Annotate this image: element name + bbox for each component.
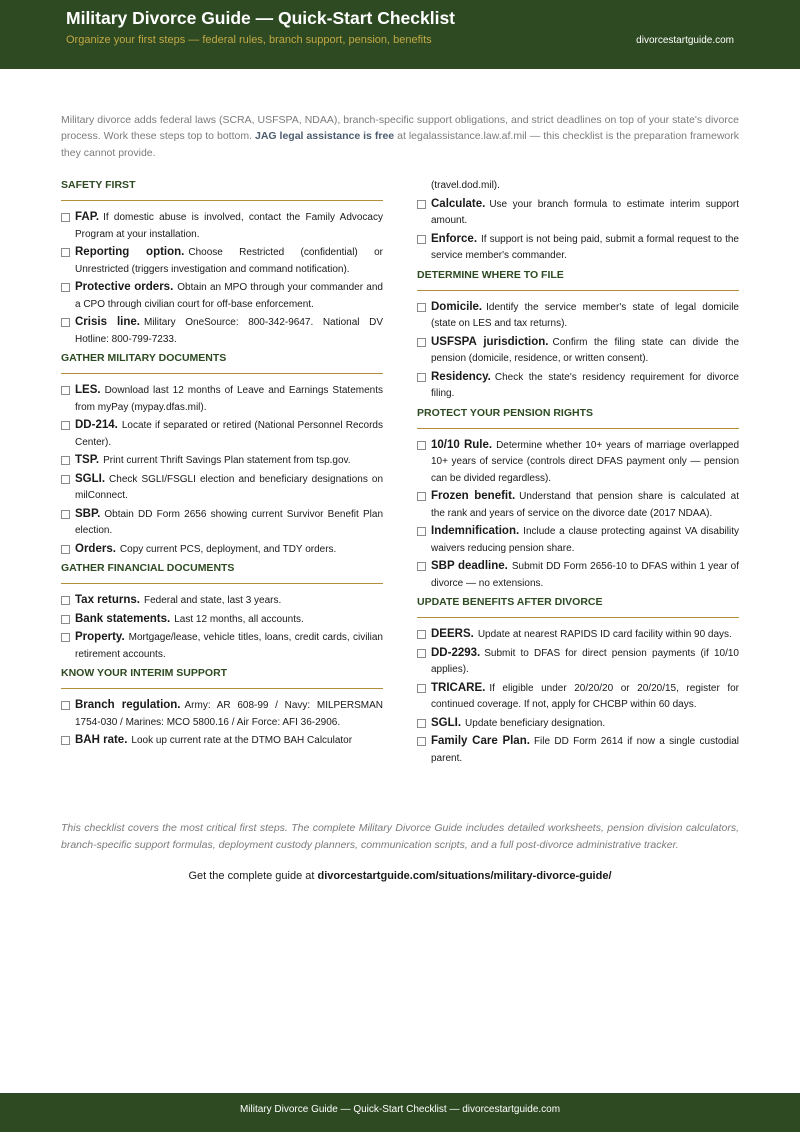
checklist-item xyxy=(417,488,739,522)
item-text: Copy current PCS, deployment, and TDY orders. xyxy=(119,543,337,555)
item-label: BAH rate. xyxy=(75,734,128,746)
checklist-item xyxy=(61,452,383,470)
item-label: Enforce. xyxy=(431,232,478,245)
item-label: SBP deadline. xyxy=(431,560,508,572)
item-label: FAP. xyxy=(75,211,100,223)
section-benefits-list xyxy=(417,626,739,767)
item-label: 10/10 Rule. xyxy=(431,438,493,451)
checkbox[interactable] xyxy=(61,386,70,395)
checkbox[interactable] xyxy=(61,545,70,554)
checklist-item xyxy=(61,417,383,451)
item-label: TSP. xyxy=(75,454,100,466)
item-text: Submit to DFAS for direct pension payments (if 10/10 applies). xyxy=(431,647,739,675)
item-text: Choose Restricted (confidential) or Unrestricted (triggers investigation and command notification). xyxy=(75,247,383,275)
checklist-item xyxy=(61,697,383,731)
checkbox[interactable] xyxy=(61,248,70,257)
item-text: Understand that pension share is calculated at the rank and years of service on the divorce date (2017 NDAA). xyxy=(431,491,740,519)
intro-text-a: Military divorce adds federal laws (SCRA, USFSPA, NDAA), branch-specific support obligations, and strict deadlines on top of your state's divorce process. Work these steps top to bottom. xyxy=(61,114,739,143)
checkbox[interactable] xyxy=(417,441,426,450)
checkbox[interactable] xyxy=(61,615,70,624)
checkbox[interactable] xyxy=(61,456,70,465)
section-title-safety: SAFETY FIRST xyxy=(61,179,383,201)
checkbox[interactable] xyxy=(417,562,426,571)
section-financial-docs-list xyxy=(61,592,383,663)
checklist-item xyxy=(61,471,383,505)
checklist-item xyxy=(417,558,739,592)
item-label: LES. xyxy=(75,384,101,396)
item-label: Domicile. xyxy=(431,300,483,313)
checkbox[interactable] xyxy=(417,235,426,244)
checkbox[interactable] xyxy=(417,684,426,693)
item-text: Federal and state, last 3 years. xyxy=(143,595,282,606)
item-label: DEERS. xyxy=(431,628,474,640)
checklist-item xyxy=(417,369,739,403)
checkbox[interactable] xyxy=(417,737,426,746)
checklist-item xyxy=(417,437,739,488)
site-url[interactable]: divorcestartguide.com xyxy=(636,35,734,46)
item-text: Locate if separated or retired (National Personnel Records Center). xyxy=(75,420,383,448)
item-text: If support is not being paid, submit a formal request to the service member's commander. xyxy=(431,233,739,261)
checklist-item xyxy=(61,279,383,313)
section-military-docs-list xyxy=(61,382,383,558)
checklist-item xyxy=(417,680,739,714)
interim-continuation: (travel.dod.mil). xyxy=(431,180,500,191)
item-text: Identify the service member's state of legal domicile (state on LES and tax returns). xyxy=(431,301,739,329)
section-title-benefits: UPDATE BENEFITS AFTER DIVORCE xyxy=(417,596,739,618)
checklist-item xyxy=(417,715,739,733)
item-text: Check the state's residency requirement for divorce filing. xyxy=(431,371,739,399)
item-label: Family Care Plan. xyxy=(431,735,530,747)
item-text: Last 12 months, all accounts. xyxy=(174,613,304,625)
checkbox[interactable] xyxy=(417,303,426,312)
item-text: Use your branch formula to estimate interim support amount. xyxy=(431,198,739,226)
section-interim-list-cont xyxy=(417,196,739,265)
item-text: Determine whether 10+ years of marriage overlapped 10+ years of service (controls direct DFAS payment only — pension can be divided regardless). xyxy=(431,439,740,484)
checklist-item xyxy=(417,645,739,679)
item-label: Residency. xyxy=(431,370,491,383)
checklist-item xyxy=(417,523,739,557)
page-footer xyxy=(0,1093,800,1132)
intro-text-b: at legalassistance.law.af.mil — this checklist is the preparation framework they cannot provide. xyxy=(61,130,739,159)
page-header xyxy=(0,0,800,69)
checklist-item xyxy=(61,506,383,540)
item-label: TRICARE. xyxy=(431,681,486,694)
checkbox[interactable] xyxy=(61,701,70,710)
section-pension-list xyxy=(417,437,739,593)
checklist-item xyxy=(417,299,739,333)
checkbox[interactable] xyxy=(417,492,426,501)
item-label: USFSPA jurisdiction. xyxy=(431,335,549,348)
item-label: Reporting option. xyxy=(75,246,185,258)
item-label: SGLI. xyxy=(75,472,106,485)
item-label: Tax returns. xyxy=(75,594,140,606)
item-label: Property. xyxy=(75,631,125,643)
item-label: Frozen benefit. xyxy=(431,490,516,502)
section-safety-list xyxy=(61,209,383,348)
checklist-item xyxy=(417,334,739,368)
item-text: If domestic abuse is involved, contact the Family Advocacy Program at your installation. xyxy=(75,212,383,240)
checklist-item xyxy=(61,592,383,610)
item-text: If eligible under 20/20/20 or 20/20/15, register for continued coverage. If not, apply for CHCBP within 60 days. xyxy=(431,682,739,710)
cta-link[interactable]: divorcestartguide.com/situations/military-divorce-guide/ xyxy=(317,870,612,882)
checklist-item xyxy=(61,209,383,243)
intro-paragraph xyxy=(61,112,739,161)
page-subtitle: Organize your first steps — federal rules, branch support, pension, benefits xyxy=(66,34,432,46)
right-column xyxy=(417,178,739,768)
item-text: Print current Thrift Savings Plan statement from tsp.gov. xyxy=(103,455,351,466)
item-label: SGLI. xyxy=(431,716,462,729)
checklist-item xyxy=(61,629,383,663)
call-to-action xyxy=(0,870,800,882)
item-label: SBP. xyxy=(75,507,101,520)
closing-paragraph: This checklist covers the most critical first steps. The complete Military Divorce Guide includes detailed worksheets, pension division calculators, branch-specific support formulas, deployment custody planners, communication scripts, and a full post-divorce administrative tracker. xyxy=(61,822,739,851)
item-text: Confirm the filing state can divide the pension (domicile, residence, or written consent). xyxy=(431,336,740,364)
checkbox[interactable] xyxy=(417,630,426,639)
checklist-item xyxy=(417,733,739,767)
checklist-item xyxy=(61,244,383,278)
checklist-item xyxy=(61,314,383,348)
checkbox[interactable] xyxy=(61,283,70,292)
checklist-item xyxy=(61,541,383,559)
item-label: Bank statements. xyxy=(75,612,171,625)
checkbox[interactable] xyxy=(61,318,70,327)
item-text: Obtain an MPO through your commander and a CPO through civilian court for off-base enforcement. xyxy=(75,282,383,310)
checkbox[interactable] xyxy=(61,736,70,745)
item-label: Calculate. xyxy=(431,197,486,210)
section-title-financial-docs: GATHER FINANCIAL DOCUMENTS xyxy=(61,562,383,584)
item-text: Submit DD Form 2656-10 to DFAS within 1 year of divorce — no extensions. xyxy=(431,561,740,589)
item-label: DD-214. xyxy=(75,419,118,431)
checklist-item xyxy=(61,382,383,416)
item-text: File DD Form 2614 if now a single custodial parent. xyxy=(431,736,739,764)
item-label: Orders. xyxy=(75,542,116,555)
item-text: Obtain DD Form 2656 showing current Survivor Benefit Plan election. xyxy=(75,508,383,536)
left-column xyxy=(61,179,383,751)
item-text: Military OneSource: 800-342-9647. National DV Hotline: 800-799-7233. xyxy=(75,317,383,345)
section-title-pension: PROTECT YOUR PENSION RIGHTS xyxy=(417,407,739,429)
checkbox[interactable] xyxy=(61,510,70,519)
item-text: Include a clause protecting against VA disability waivers reducing pension share. xyxy=(431,526,739,554)
checklist-item xyxy=(417,196,739,230)
checkbox[interactable] xyxy=(417,527,426,536)
checkbox[interactable] xyxy=(417,649,426,658)
section-interim-list xyxy=(61,697,383,750)
checkbox[interactable] xyxy=(61,213,70,222)
checkbox[interactable] xyxy=(417,719,426,728)
checkbox[interactable] xyxy=(61,596,70,605)
checkbox[interactable] xyxy=(61,475,70,484)
item-text: Download last 12 months of Leave and Earnings Statements from myPay (mypay.dfas.mil). xyxy=(75,385,383,413)
item-label: DD-2293. xyxy=(431,646,481,659)
checkbox[interactable] xyxy=(61,633,70,642)
section-where-to-file-list xyxy=(417,299,739,403)
section-title-military-docs: GATHER MILITARY DOCUMENTS xyxy=(61,352,383,374)
checkbox[interactable] xyxy=(61,421,70,430)
item-text: Check SGLI/FSGLI election and beneficiary designations on milConnect. xyxy=(75,473,383,501)
checklist-item xyxy=(417,626,739,644)
cta-prefix: Get the complete guide at xyxy=(188,870,318,882)
item-text: Update at nearest RAPIDS ID card facility within 90 days. xyxy=(477,629,732,640)
item-text: Update beneficiary designation. xyxy=(465,717,606,729)
item-label: Protective orders. xyxy=(75,281,174,293)
item-label: Indemnification. xyxy=(431,525,520,537)
item-text: Mortgage/lease, vehicle titles, loans, credit cards, civilian retirement accounts. xyxy=(75,632,383,660)
checkbox[interactable] xyxy=(417,200,426,209)
item-label: Crisis line. xyxy=(75,316,140,328)
item-text: Look up current rate at the DTMO BAH Calculator xyxy=(131,735,353,746)
item-label: Branch regulation. xyxy=(75,699,181,711)
footer-text: Military Divorce Guide — Quick-Start Checklist — divorcestartguide.com xyxy=(239,1104,561,1115)
checkbox[interactable] xyxy=(417,373,426,382)
section-title-where-to-file: DETERMINE WHERE TO FILE xyxy=(417,269,739,291)
section-title-interim: KNOW YOUR INTERIM SUPPORT xyxy=(61,667,383,689)
checkbox[interactable] xyxy=(417,338,426,347)
item-text: Army: AR 608-99 / Navy: MILPERSMAN 1754-030 / Marines: MCO 5800.16 / Air Force: AFI 36-2906. xyxy=(75,700,383,728)
checklist-item xyxy=(61,732,383,750)
checklist-item xyxy=(417,231,739,265)
intro-bold: JAG legal assistance is free xyxy=(254,130,395,143)
page-title: Military Divorce Guide — Quick-Start Checklist xyxy=(66,8,455,28)
checklist-item xyxy=(61,611,383,629)
